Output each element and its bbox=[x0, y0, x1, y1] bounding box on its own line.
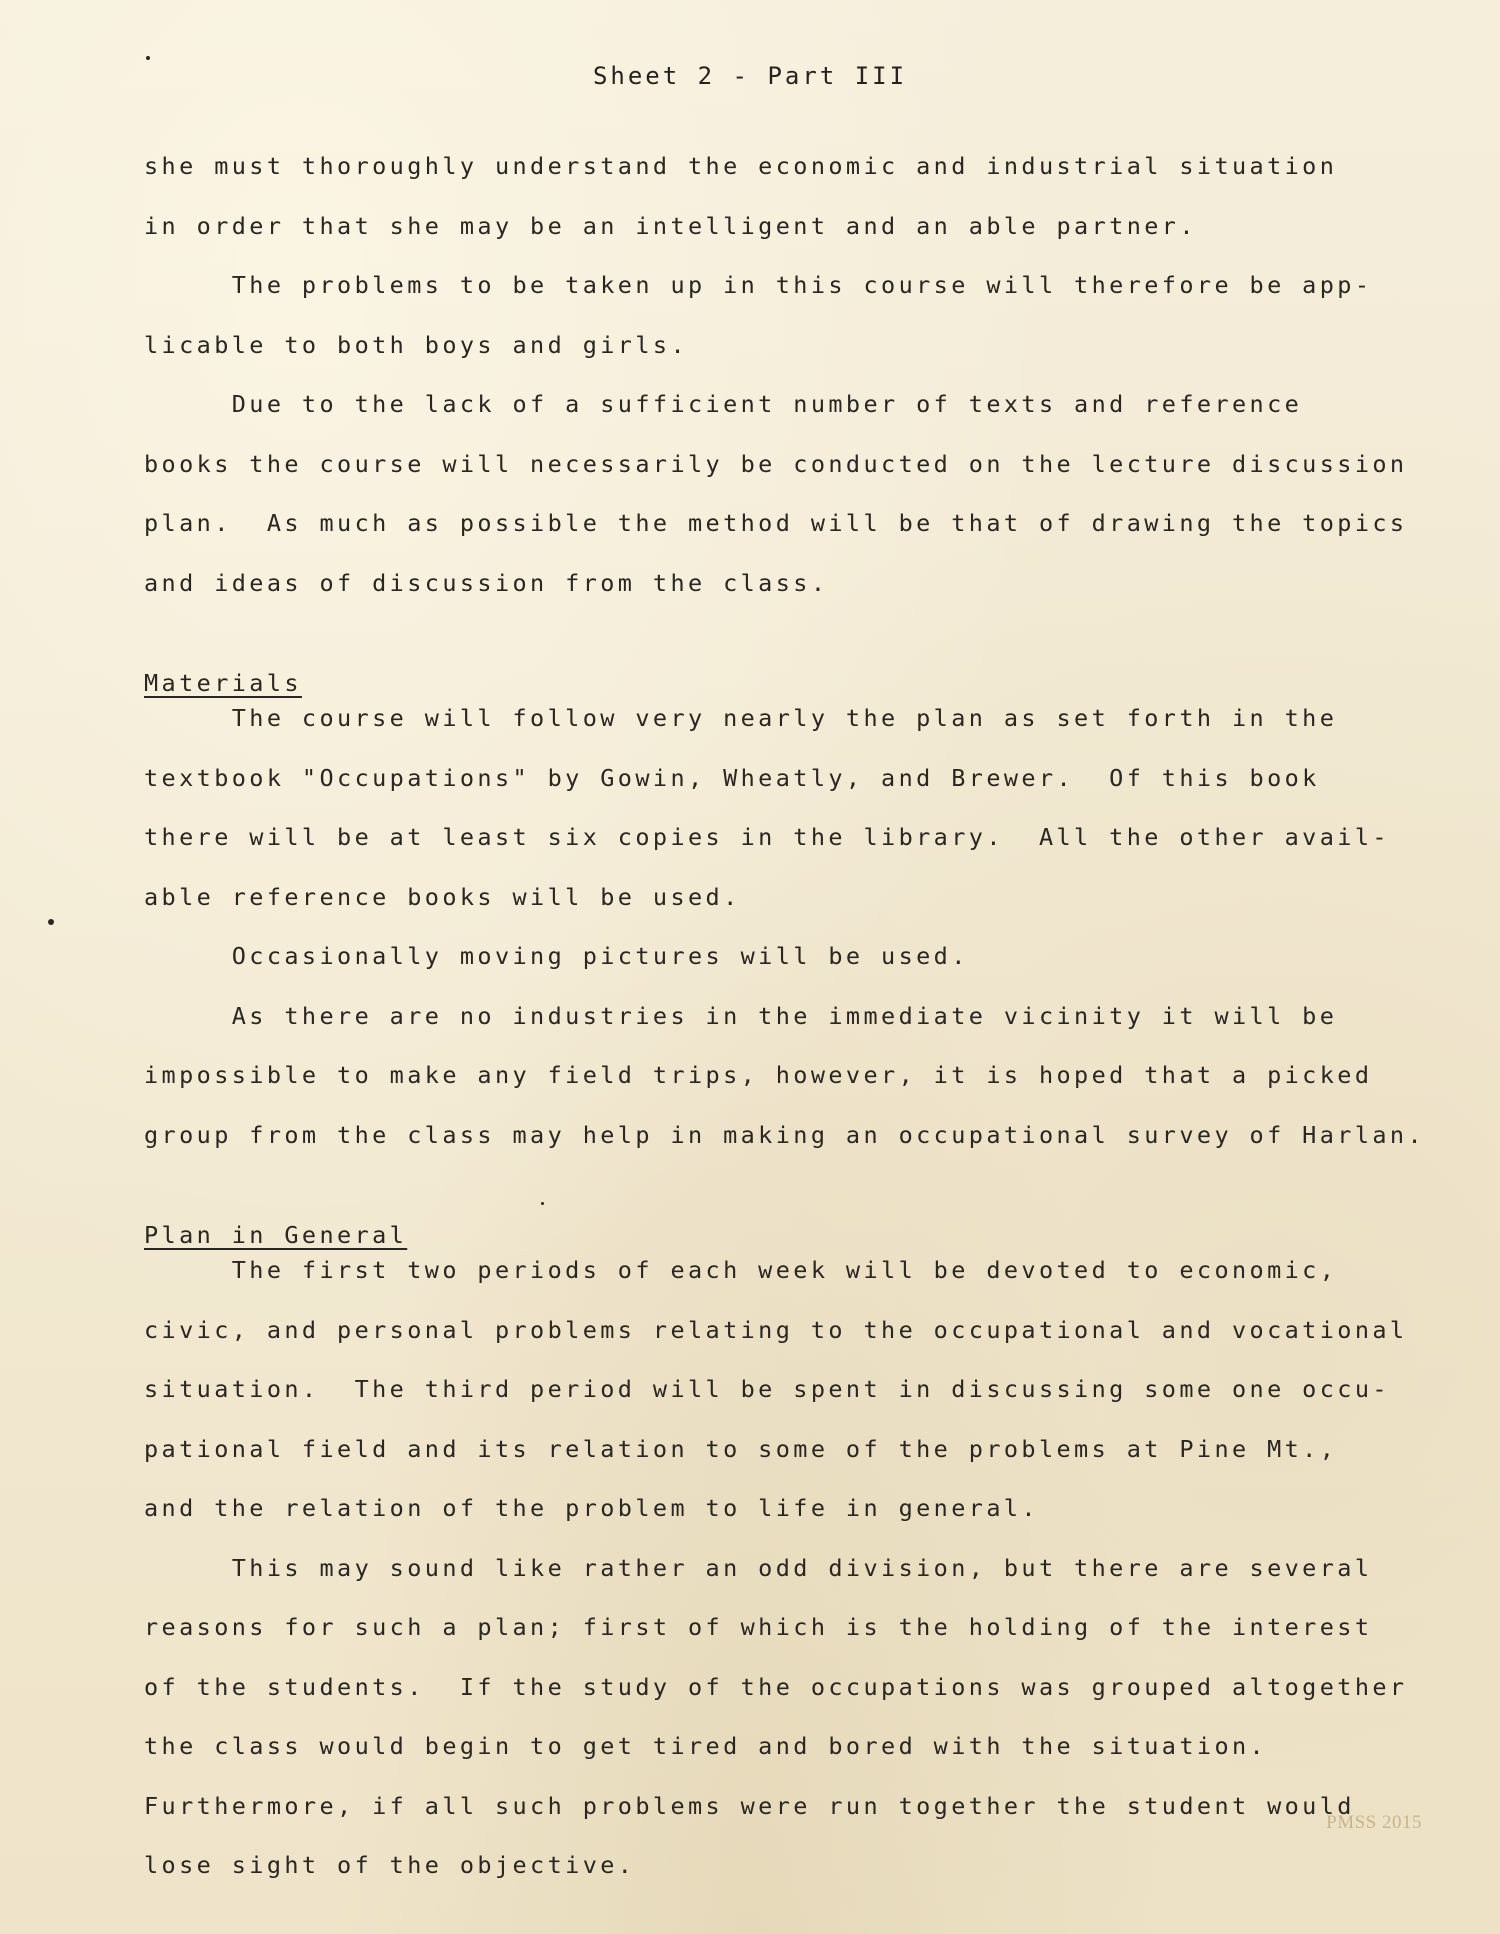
text-line: textbook "Occupations" by Gowin, Wheatly, and Brewer. Of this book bbox=[144, 763, 1320, 792]
text-line: of the students. If the study of the occupations was grouped altogether bbox=[144, 1672, 1408, 1701]
materials-section bbox=[144, 668, 1444, 1174]
text-line: and the relation of the problem to life in general. bbox=[144, 1494, 1039, 1522]
archive-watermark: PMSS 2015 bbox=[1326, 1812, 1422, 1833]
text-line: impossible to make any field trips, however, it is hoped that a picked bbox=[144, 1061, 1373, 1089]
text-line: Furthermore, if all such problems were run together the student would bbox=[144, 1791, 1355, 1820]
paragraph bbox=[144, 265, 1444, 384]
text-line: there will be at least six copies in the library. All the other avail- bbox=[144, 823, 1390, 851]
text-line: Occasionally moving pictures will be used. bbox=[144, 942, 969, 970]
page-header: Sheet 2 - Part III bbox=[592, 62, 908, 90]
paragraph bbox=[144, 1250, 1444, 1548]
paragraph bbox=[144, 936, 1444, 996]
text-line: lose sight of the objective. bbox=[144, 1851, 636, 1879]
text-line: This may sound like rather an odd division, but there are several bbox=[144, 1553, 1373, 1582]
text-line: Due to the lack of a sufficient number of texts and reference bbox=[144, 390, 1303, 418]
paragraph bbox=[144, 996, 1444, 1175]
plan-heading: Plan in General bbox=[144, 1221, 408, 1249]
plan-paragraphs bbox=[144, 1250, 1444, 1905]
text-line: civic, and personal problems relating to the occupational and vocational bbox=[144, 1315, 1408, 1344]
paragraph bbox=[144, 698, 1444, 936]
text-line: and ideas of discussion from the class. bbox=[144, 568, 829, 597]
text-line: As there are no industries in the immediate vicinity it will be bbox=[144, 1001, 1338, 1030]
text-line: The first two periods of each week will be devoted to economic, bbox=[144, 1256, 1338, 1284]
materials-heading: Materials bbox=[144, 669, 302, 697]
intro-section bbox=[144, 146, 1444, 622]
text-line: reasons for such a plan; first of which is the holding of the interest bbox=[144, 1613, 1373, 1641]
paragraph bbox=[144, 384, 1444, 622]
text-line: The problems to be taken up in this course will therefore be app- bbox=[144, 271, 1373, 299]
text-line: the class would begin to get tired and bored with the situation. bbox=[144, 1732, 1268, 1760]
text-line: able reference books will be used. bbox=[144, 882, 741, 911]
text-line: books the course will necessarily be conducted on the lecture discussion bbox=[144, 449, 1408, 478]
document-body bbox=[144, 146, 1444, 1905]
text-line: in order that she may be an intelligent and an able partner. bbox=[144, 211, 1197, 240]
paragraph bbox=[144, 1548, 1444, 1905]
materials-paragraphs bbox=[144, 698, 1444, 1174]
text-line: licable to both boys and girls. bbox=[144, 330, 688, 359]
text-line: plan. As much as possible the method will be that of drawing the topics bbox=[144, 509, 1408, 537]
text-line: The course will follow very nearly the plan as set forth in the bbox=[144, 704, 1338, 732]
ink-speck bbox=[541, 1202, 544, 1205]
paragraph bbox=[144, 146, 1444, 265]
text-line: she must thoroughly understand the economic and industrial situation bbox=[144, 152, 1338, 180]
ink-speck bbox=[48, 919, 54, 925]
text-line: situation. The third period will be spent in discussing some one occu- bbox=[144, 1375, 1390, 1403]
text-line: pational field and its relation to some of the problems at Pine Mt., bbox=[144, 1434, 1338, 1463]
plan-section bbox=[144, 1220, 1444, 1905]
ink-speck bbox=[146, 56, 150, 60]
text-line: group from the class may help in making an occupational survey of Harlan. bbox=[144, 1120, 1426, 1149]
